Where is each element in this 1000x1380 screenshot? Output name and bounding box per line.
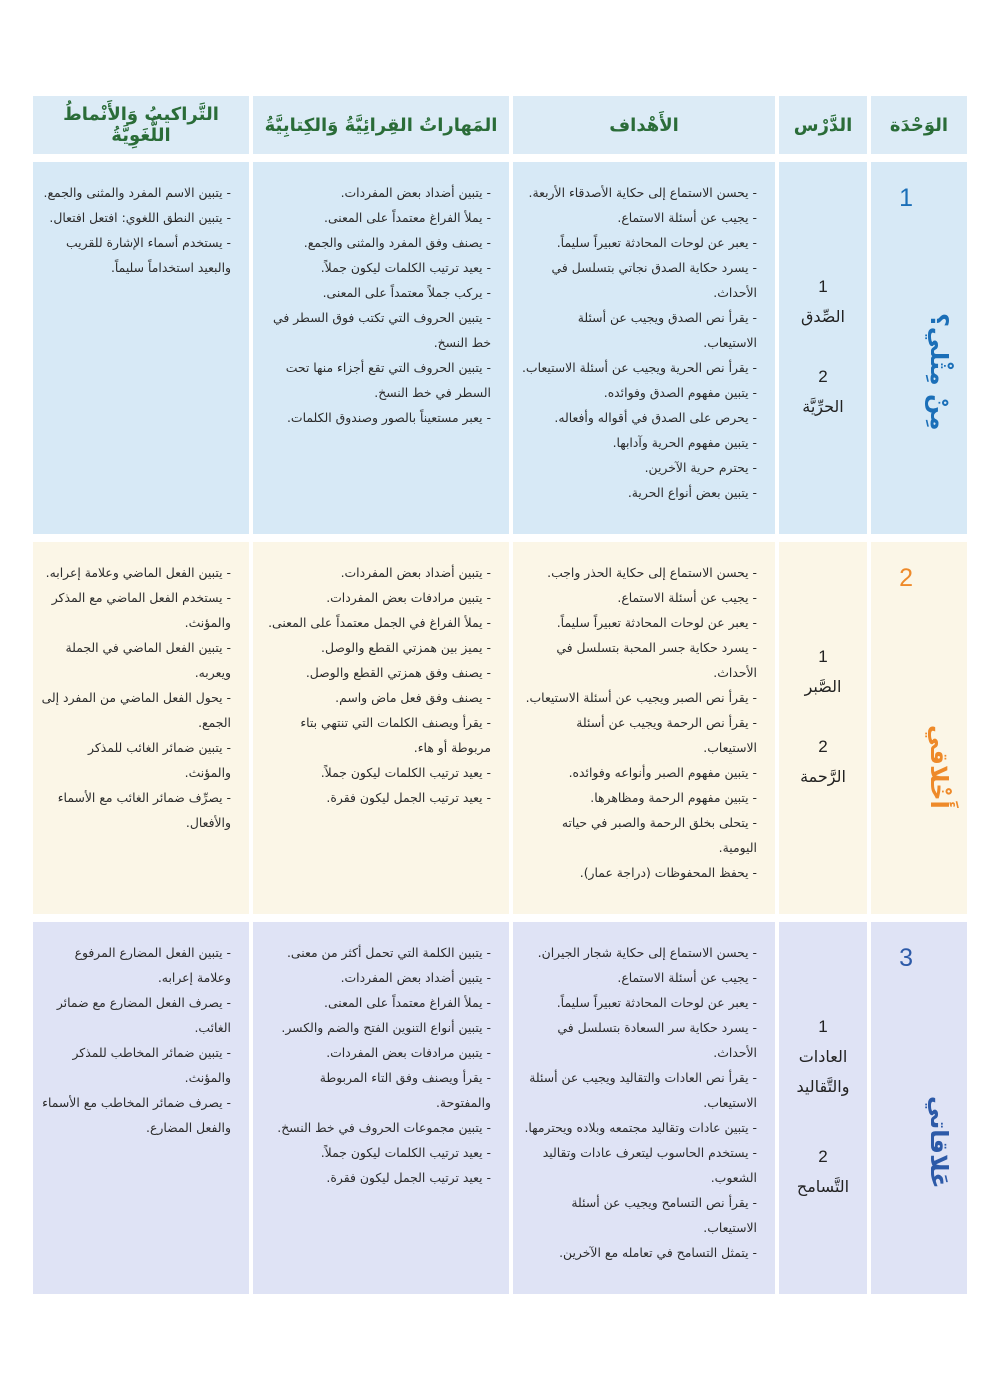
list-item: - يركب جملاً معتمداً على المعنى. (261, 280, 491, 305)
goals-cell (513, 542, 775, 914)
header-unit: الوَحْدَة (871, 96, 967, 154)
list-item: - يتمثل التسامح في تعامله مع الآخرين. (521, 1240, 757, 1265)
list-item: - يتبين النطق اللغوي: افتعل افتعال. (41, 205, 231, 230)
lesson-name: التَّسامح (796, 1177, 850, 1196)
list-item: - يتبين الفعل الماضي في الجملة ويعربه. (41, 635, 231, 685)
unit-2-cell (871, 542, 967, 914)
list-item: - يتبين الفعل المضارع المرفوع وعلامة إعرابه. (41, 940, 231, 990)
list-item: - يتبين أنواع التنوين الفتح والضم والكسر. (261, 1015, 491, 1040)
list-item: - يتبين مرادفات بعض المفردات. (261, 1040, 491, 1065)
list-item: - يقرأ نص الرحمة ويجيب عن أسئلة الاستيعاب. (521, 710, 757, 760)
list-item: - يسرد حكاية الصدق نجاتي بتسلسل في الأحداث. (521, 255, 757, 305)
list-item: - يتبين ضمائر المخاطب للمذكر والمؤنث. (41, 1040, 231, 1090)
lesson-2 (779, 1142, 867, 1202)
list-item: - يصرف الفعل المضارع مع ضمائر الغائب. (41, 990, 231, 1040)
list-item: - يقرأ نص التسامح ويجيب عن أسئلة الاستيعاب. (521, 1190, 757, 1240)
skills-cell (253, 922, 509, 1294)
list-item: - يصنف وفق المفرد والمثنى والجمع. (261, 230, 491, 255)
list-item: - يسرد حكاية سر السعادة بتسلسل في الأحداث. (521, 1015, 757, 1065)
list-item: - يتبين مفهوم الصدق وفوائده. (521, 380, 757, 405)
list-item: - يقرأ نص الحرية ويجيب عن أسئلة الاستيعاب. (521, 355, 757, 380)
list-item: - يصرِّف ضمائر الغائب مع الأسماء والأفعال. (41, 785, 231, 835)
list-item: - يعيد ترتيب الكلمات ليكون جملاً. (261, 1140, 491, 1165)
skills-list (253, 542, 509, 820)
lesson-number: 1 (818, 1017, 828, 1036)
unit-row-2 (33, 542, 967, 914)
list-item: - يحسن الاستماع إلى حكاية الأصدقاء الأربعة. (521, 180, 757, 205)
list-item: - يعيد ترتيب الكلمات ليكون جملاً. (261, 255, 491, 280)
lesson-1 (779, 642, 867, 702)
unit-row-3 (33, 922, 967, 1294)
list-item: - يقرأ نص الصبر ويجيب عن أسئلة الاستيعاب. (521, 685, 757, 710)
list-item: - يتبين مفهوم الصبر وأنواعه وفوائده. (521, 760, 757, 785)
unit-number: 2 (899, 564, 913, 592)
list-item: - يتبين الفعل الماضي وعلامة إعرابه. (41, 560, 231, 585)
list-item: - يملأ الفراغ في الجمل معتمداً على المعنى. (261, 610, 491, 635)
header-lesson: الدَّرْس (779, 96, 867, 154)
unit-row-1 (33, 162, 967, 534)
lesson-name: العادات والتَّقاليد (796, 1047, 850, 1096)
lesson-name: الصِّدق (800, 307, 845, 326)
structures-cell (33, 542, 249, 914)
list-item: - يصرف ضمائر المخاطب مع الأسماء والفعل المضارع. (41, 1090, 231, 1140)
list-item: - يعيد ترتيب الجمل ليكون فقرة. (261, 785, 491, 810)
list-item: - يميز بين همزتي القطع والوصل. (261, 635, 491, 660)
skills-cell (253, 162, 509, 534)
list-item: - يعيد ترتيب الكلمات ليكون جملاً. (261, 760, 491, 785)
list-item: - يقرأ نص العادات والتقاليد ويجيب عن أسئلة الاستيعاب. (521, 1065, 757, 1115)
list-item: - يحرص على الصدق في أقواله وأفعاله. (521, 405, 757, 430)
list-item: - يعبر عن لوحات المحادثة تعبيراً سليماً. (521, 990, 757, 1015)
list-item: - يتبين عادات وتقاليد مجتمعه وبلاده ويحترمها. (521, 1115, 757, 1140)
list-item: - يستخدم أسماء الإشارة للقريب والبعيد استخداماً سليماً. (41, 230, 231, 280)
skills-cell (253, 542, 509, 914)
list-item: - يتبين مجموعات الحروف في خط النسخ. (261, 1115, 491, 1140)
unit-title: أَخْلاقي (925, 725, 953, 809)
list-item: - يحول الفعل الماضي من المفرد إلى الجمع. (41, 685, 231, 735)
list-item: - يملأ الفراغ معتمداً على المعنى. (261, 205, 491, 230)
list-item: - يتبين ضمائر الغائب للمذكر والمؤنث. (41, 735, 231, 785)
structures-list (33, 162, 249, 290)
list-item: - يجيب عن أسئلة الاستماع. (521, 585, 757, 610)
list-item: - يجيب عن أسئلة الاستماع. (521, 965, 757, 990)
lesson-2 (779, 362, 867, 422)
unit-3-cell (871, 922, 967, 1294)
list-item: - يتبين الحروف التي تقع أجزاء منها تحت السطر في خط النسخ. (261, 355, 491, 405)
list-item: - يقرأ ويصنف الكلمات التي تنتهي بتاء مربوطة أو هاء. (261, 710, 491, 760)
skills-list (253, 162, 509, 440)
structures-cell (33, 162, 249, 534)
list-item: - يحترم حرية الآخرين. (521, 455, 757, 480)
lesson-number: 1 (818, 647, 828, 666)
list-item: - يتبين مرادفات بعض المفردات. (261, 585, 491, 610)
table-header-row (33, 96, 967, 154)
lesson-number: 1 (818, 277, 828, 296)
header-skills: المَهاراتُ القِرائِيَّةُ وَالكِتابِيَّةُ (253, 96, 509, 154)
header-goals: الأَهْداف (513, 96, 775, 154)
goals-list (513, 542, 775, 895)
lesson-cell (779, 542, 867, 914)
lesson-1 (779, 272, 867, 332)
goals-list (513, 162, 775, 515)
goals-cell (513, 162, 775, 534)
list-item: - يعيد ترتيب الجمل ليكون فقرة. (261, 1165, 491, 1190)
unit-number: 3 (899, 944, 913, 972)
structures-cell (33, 922, 249, 1294)
unit-1-cell (871, 162, 967, 534)
lesson-name: الحرِّيَّة (802, 397, 844, 416)
list-item: - يتبين الاسم المفرد والمثنى والجمع. (41, 180, 231, 205)
lesson-number: 2 (818, 737, 828, 756)
list-item: - يتبين مفهوم الرحمة ومظاهرها. (521, 785, 757, 810)
list-item: - يستخدم الحاسوب ليتعرف عادات وتقاليد الشعوب. (521, 1140, 757, 1190)
list-item: - يجيب عن أسئلة الاستماع. (521, 205, 757, 230)
unit-number: 1 (899, 184, 913, 212)
list-item: - يتحلى بخلق الرحمة والصبر في حياته اليومية. (521, 810, 757, 860)
lesson-number: 2 (818, 1147, 828, 1166)
list-item: - يحسن الاستماع إلى حكاية شجار الجيران. (521, 940, 757, 965)
list-item: - يتبين بعض أنواع الحرية. (521, 480, 757, 505)
goals-list (513, 922, 775, 1275)
list-item: - يسرد حكاية جسر المحبة بتسلسل في الأحداث. (521, 635, 757, 685)
list-item: - يحفظ المحفوظات (دراجة عمار). (521, 860, 757, 885)
unit-title: عَلاقاتي (925, 1095, 953, 1189)
goals-cell (513, 922, 775, 1294)
list-item: - يحسن الاستماع إلى حكاية الحذر واجب. (521, 560, 757, 585)
list-item: - يملأ الفراغ معتمداً على المعنى. (261, 990, 491, 1015)
lesson-cell (779, 922, 867, 1294)
list-item: - يقرأ نص الصدق ويجيب عن أسئلة الاستيعاب. (521, 305, 757, 355)
lesson-2 (779, 732, 867, 792)
list-item: - يصنف وفق فعل ماض واسم. (261, 685, 491, 710)
list-item: - يتبين أضداد بعض المفردات. (261, 180, 491, 205)
list-item: - يتبين مفهوم الحرية وآدابها. (521, 430, 757, 455)
list-item: - يتبين الحروف التي تكتب فوق السطر في خط النسخ. (261, 305, 491, 355)
list-item: - يعبر عن لوحات المحادثة تعبيراً سليماً. (521, 610, 757, 635)
list-item: - يقرأ ويصنف وفق التاء المربوطة والمفتوحة. (261, 1065, 491, 1115)
list-item: - يستخدم الفعل الماضي مع المذكر والمؤنث. (41, 585, 231, 635)
lesson-1 (779, 1012, 867, 1102)
lesson-cell (779, 162, 867, 534)
list-item: - يتبين أضداد بعض المفردات. (261, 965, 491, 990)
structures-list (33, 542, 249, 845)
lesson-name: الرَّحمة (800, 767, 846, 786)
list-item: - يعبر مستعيناً بالصور وصندوق الكلمات. (261, 405, 491, 430)
list-item: - يعبر عن لوحات المحادثة تعبيراً سليماً. (521, 230, 757, 255)
list-item: - يصنف وفق همزتي القطع والوصل. (261, 660, 491, 685)
list-item: - يتبين الكلمة التي تحمل أكثر من معنى. (261, 940, 491, 965)
list-item: - يتبين أضداد بعض المفردات. (261, 560, 491, 585)
header-structures: التَّراكيبُ وَالأَنْماطُ اللُّغَوِيَّةُ (33, 96, 249, 154)
unit-title: مِنْ مِثْلي؟ (925, 313, 953, 431)
skills-list (253, 922, 509, 1200)
lesson-name: الصَّبر (804, 677, 842, 696)
lesson-number: 2 (818, 367, 828, 386)
structures-list (33, 922, 249, 1150)
